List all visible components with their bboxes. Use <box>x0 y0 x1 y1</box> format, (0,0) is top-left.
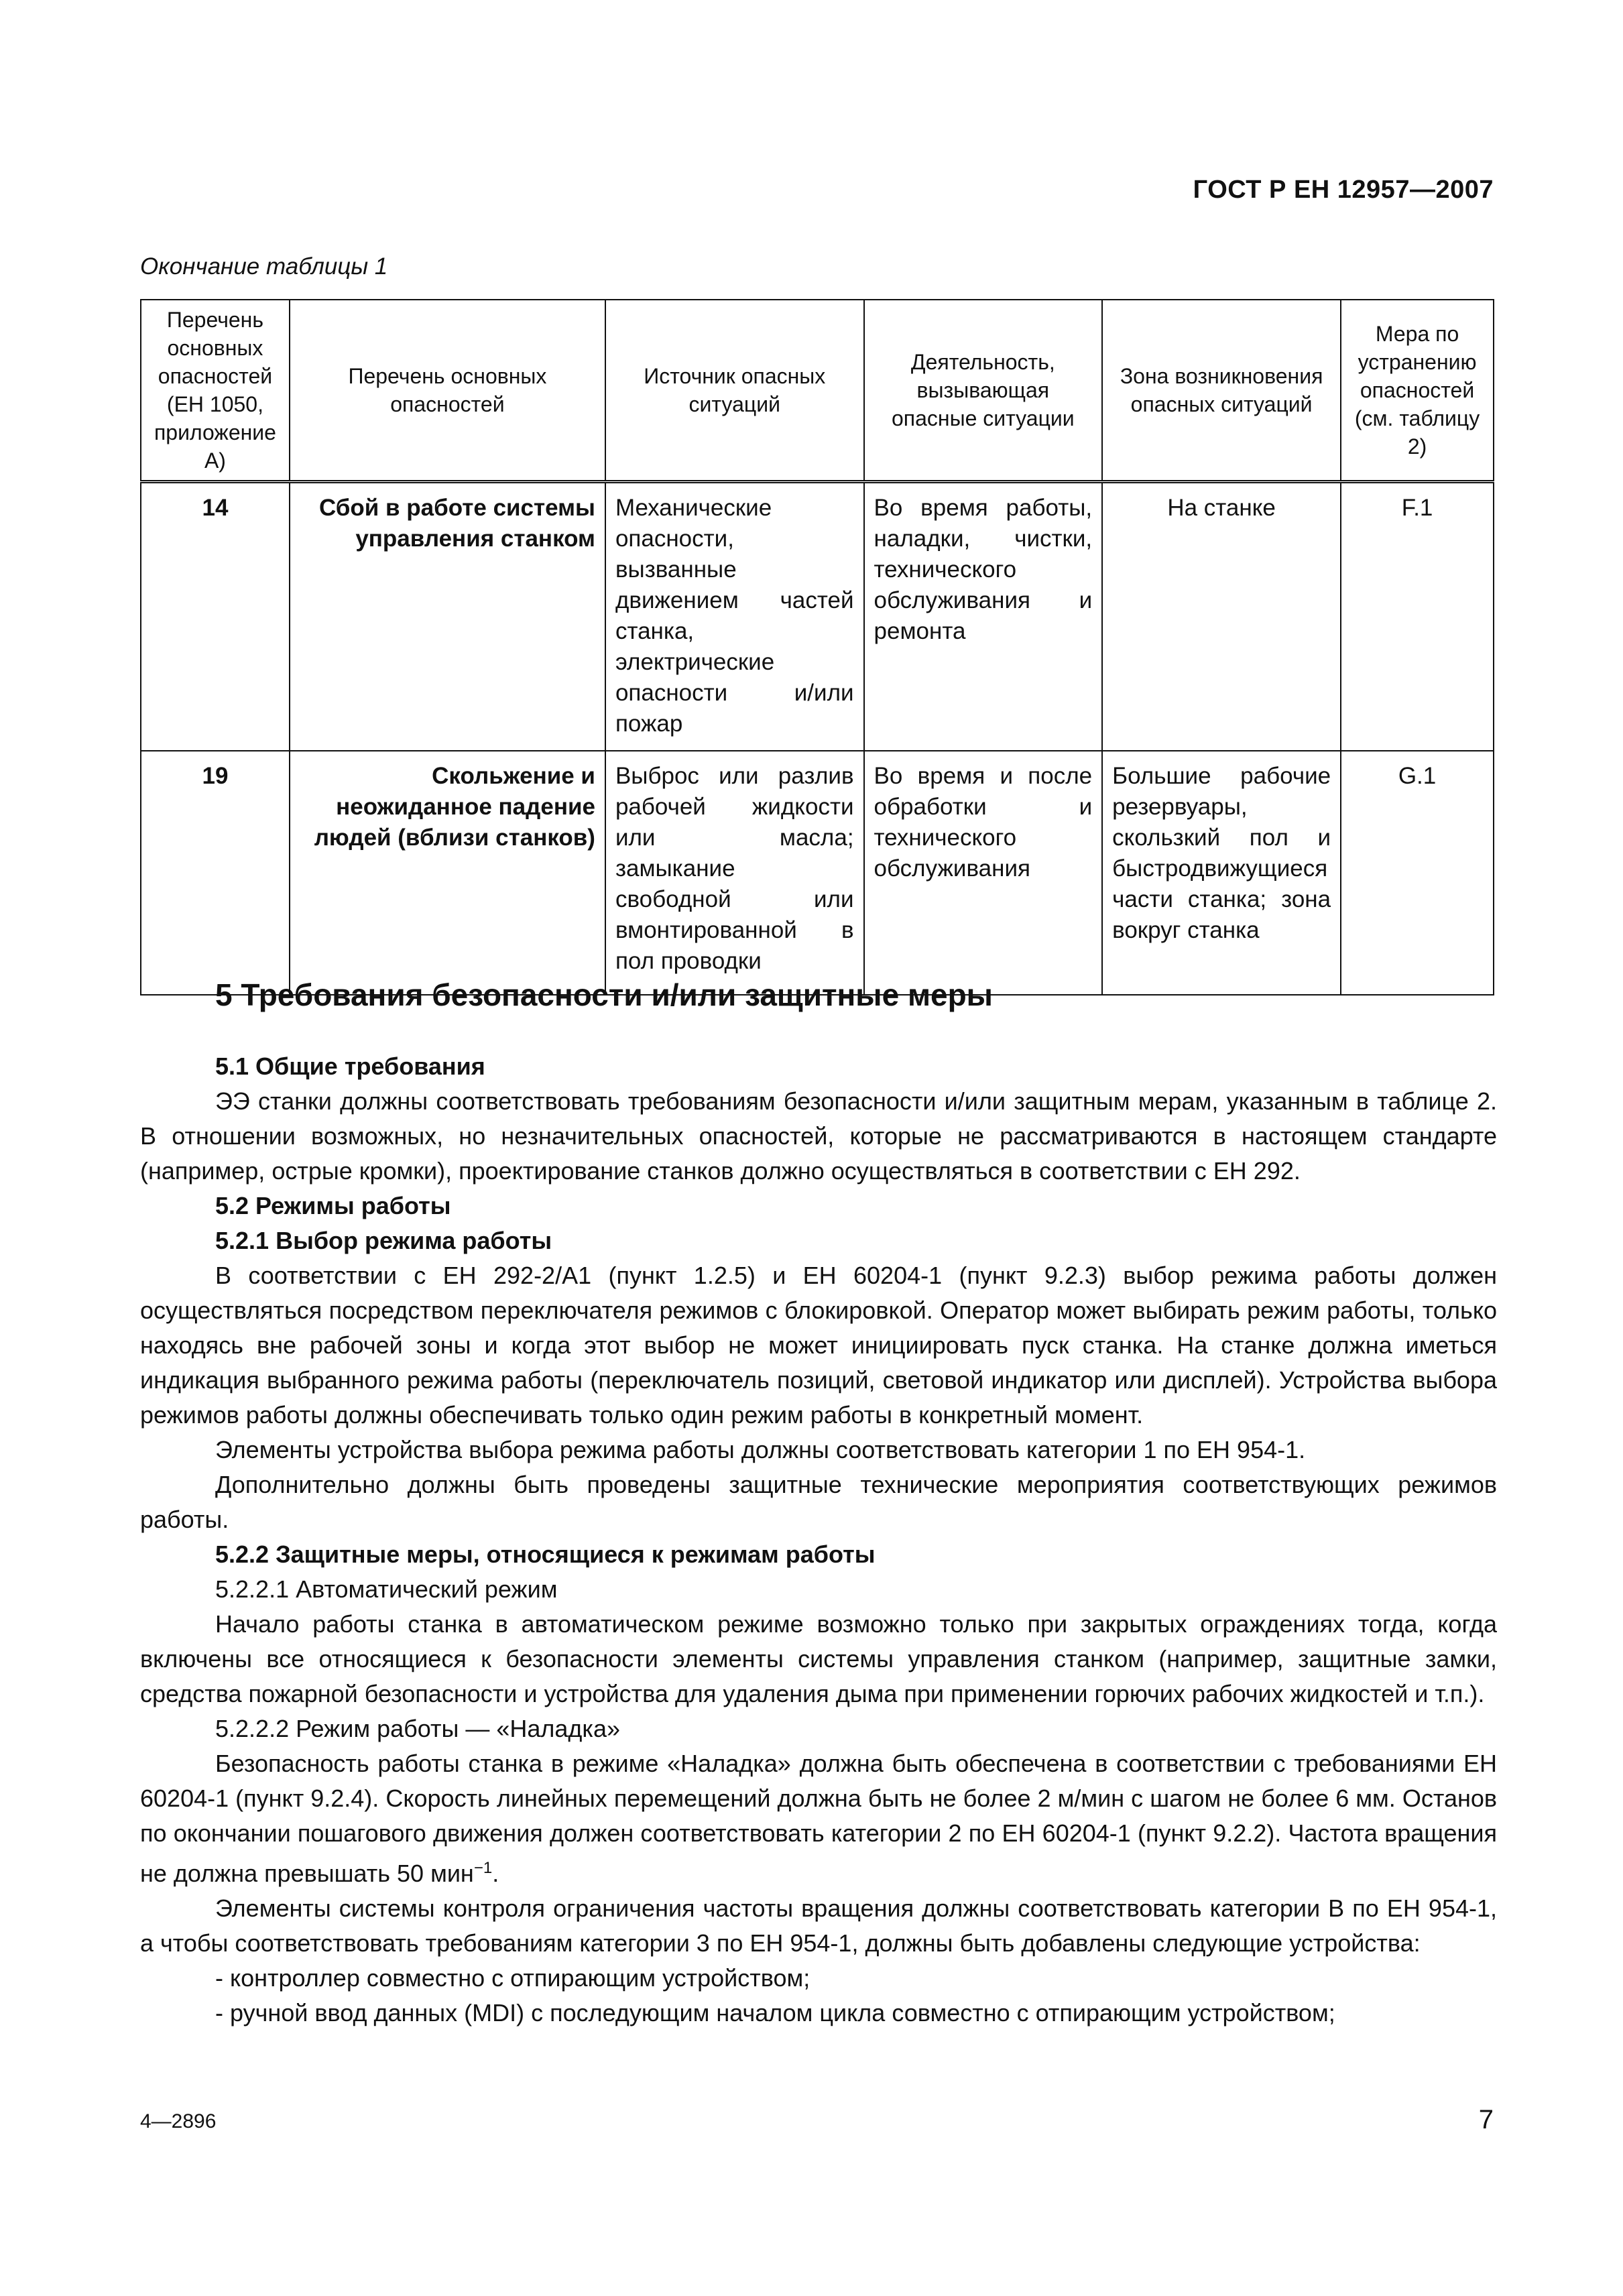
paragraph: Начало работы станка в автоматическом режиме возможно только при закрытых ограждениях тогда, когда включены все относящиеся к безопасности элементы системы управления станком (например, защитные замки, средства пожарной безопасности и устройства для удаления дыма при применении горючих рабочих жидкостей и т.п.). <box>140 1610 1497 1707</box>
hazard-zone: Большие рабочие резервуары, скользкий пол и быстродвижущиеся части станка; зона вокруг станка <box>1102 751 1341 995</box>
column-header: Источник опасных ситуаций <box>605 300 864 482</box>
hazard-number: 14 <box>141 482 290 751</box>
hazard-name: Скольжение и неожиданное падение людей (вблизи станков) <box>290 751 605 995</box>
paragraph: В соответствии с ЕН 292-2/А1 (пункт 1.2.5) и ЕН 60204-1 (пункт 9.2.3) выбор режима работы должен осуществляться посредством переключателя режимов с блокировкой. Оператор может выбирать режим работы, только находясь вне рабочей зоны и когда этот выбор не может инициировать пуск станка. На станке должна иметься индикация выбранного режима работы (переключатель позиций, световой индикатор или дисплей). Устройства выбора режимов работы должны обеспечивать только один режим работы в конкретный момент. <box>140 1262 1497 1429</box>
subsection-title: 5.1 Общие требования <box>215 1052 485 1080</box>
column-header: Деятельность, вызывающая опасные ситуации <box>864 300 1103 482</box>
hazard-measure: G.1 <box>1341 751 1494 995</box>
subsection-title: 5.2.1 Выбор режима работы <box>215 1227 552 1254</box>
page-number: 7 <box>1478 2105 1494 2134</box>
list-item: - контроллер совместно с отпирающим устройством; <box>215 1964 810 1992</box>
paragraph: Дополнительно должны быть проведены защитные технические мероприятия соответствующих режимов работы. <box>140 1471 1497 1533</box>
document-code: ГОСТ Р ЕН 12957—2007 <box>1193 176 1494 204</box>
table-caption: Окончание таблицы 1 <box>140 253 388 280</box>
table-header-row <box>141 300 1494 482</box>
print-code: 4—2896 <box>140 2110 217 2132</box>
paragraph: Элементы устройства выбора режима работы должны соответствовать категории 1 по ЕН 954-1. <box>215 1436 1306 1463</box>
hazards-table <box>140 299 1494 995</box>
subsection-title: 5.2.2 Защитные меры, относящиеся к режимам работы <box>215 1540 876 1568</box>
hazard-activity: Во время и после обработки и технического обслуживания <box>864 751 1103 995</box>
paragraph-text: Безопасность работы станка в режиме «Наладка» должна быть обеспечена в соответствии с требованиями ЕН 60204-1 (пункт 9.2.4). Скорость линейных перемещений должна быть не более 2 м/мин с шагом не более 6 мм. Останов по окончании пошагового движения должен соответствовать категории 2 по ЕН 60204-1 (пункт 9.2.2). Частота вращения не должна превышать 50 мин <box>140 1750 1497 1887</box>
column-header: Перечень основных опасностей <box>290 300 605 482</box>
hazard-measure: F.1 <box>1341 482 1494 751</box>
hazard-source: Выброс или разлив рабочей жидкости или масла; замыкание свободной или вмонтированной в пол проводки <box>605 751 864 995</box>
hazard-activity: Во время работы, наладки, чистки, технического обслуживания и ремонта <box>864 482 1103 751</box>
table-row <box>141 482 1494 751</box>
list-item: - ручной ввод данных (MDI) с последующим началом цикла совместно с отпирающим устройством; <box>215 1999 1335 2027</box>
column-header: Зона возникновения опасных ситуаций <box>1102 300 1341 482</box>
paragraph-end: . <box>492 1860 499 1887</box>
hazard-name: Сбой в работе системы управления станком <box>290 482 605 751</box>
subsection-title: 5.2 Режимы работы <box>215 1192 451 1219</box>
hazard-number: 19 <box>141 751 290 995</box>
clause-title: 5.2.2.1 Автоматический режим <box>215 1575 558 1603</box>
column-header: Перечень основных опасностей (ЕН 1050, приложение А) <box>141 300 290 482</box>
hazard-zone: На станке <box>1102 482 1341 751</box>
section-5 <box>140 975 1497 2031</box>
paragraph: Элементы системы контроля ограничения частоты вращения должны соответствовать категории В по ЕН 954-1, а чтобы соответствовать требованиям категории 3 по ЕН 954-1, должны быть добавлены следующие устройства: <box>140 1894 1497 1957</box>
section-title: 5 Требования безопасности и/или защитные меры <box>215 977 993 1012</box>
superscript: −1 <box>473 1859 493 1877</box>
column-header: Мера по устранению опасностей (см. таблицу 2) <box>1341 300 1494 482</box>
table-row <box>141 751 1494 995</box>
paragraph <box>140 1746 1497 1891</box>
hazard-source: Механические опасности, вызванные движением частей станка, электрические опасности и/или пожар <box>605 482 864 751</box>
clause-title: 5.2.2.2 Режим работы — «Наладка» <box>215 1715 621 1742</box>
paragraph: ЭЭ станки должны соответствовать требованиям безопасности и/или защитным мерам, указанным в таблице 2. В отношении возможных, но незначительных опасностей, которые не рассматриваются в настоящем стандарте (например, острые кромки), проектирование станков должно осуществляться в соответствии с ЕН 292. <box>140 1087 1497 1185</box>
